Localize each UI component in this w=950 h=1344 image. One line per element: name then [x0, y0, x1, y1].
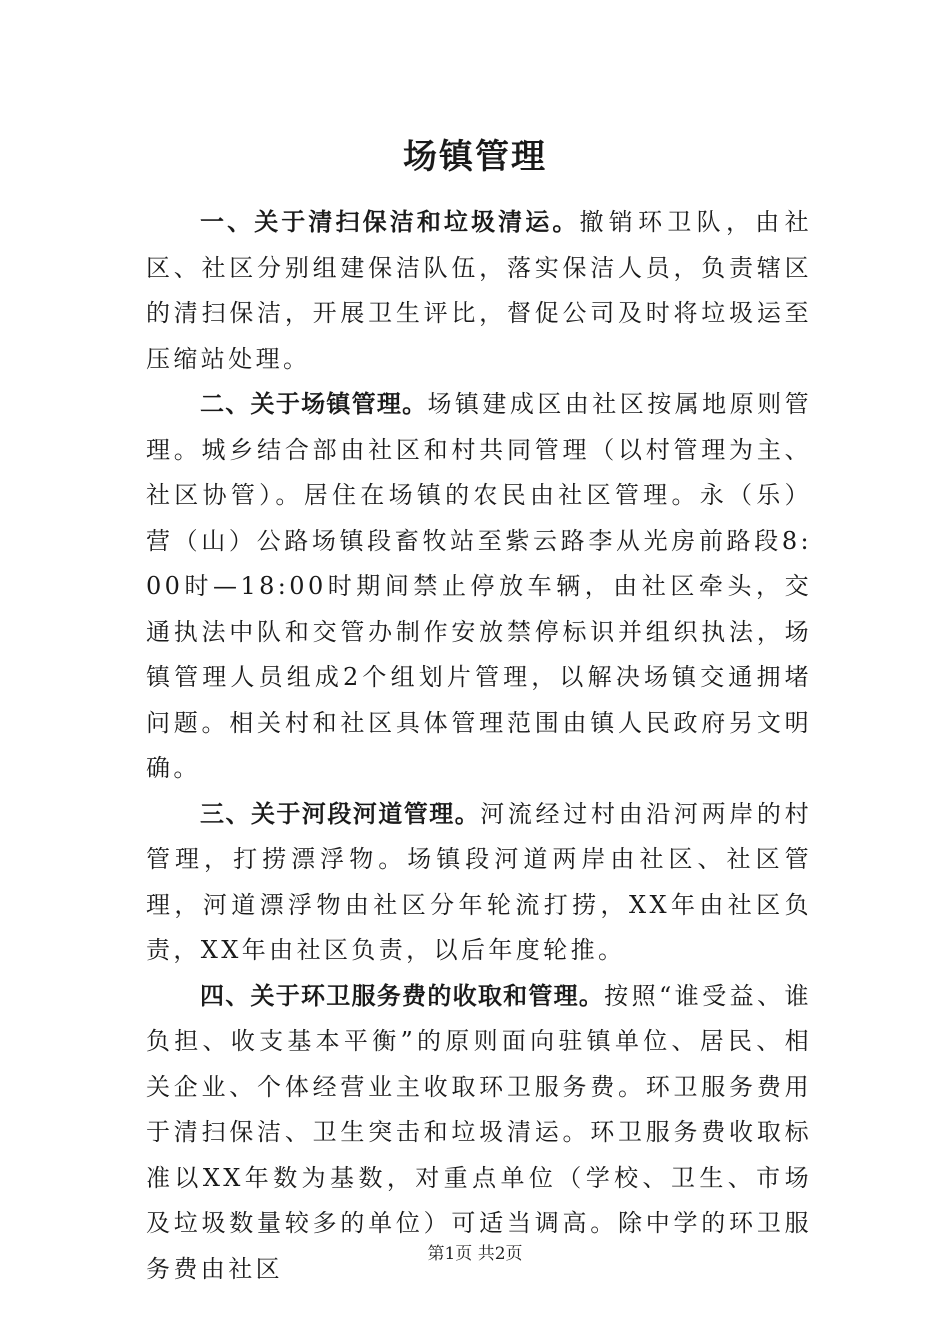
section-3-text: 河流经过村由沿河两岸的村管理，打捞漂浮物。场镇段河道两岸由社区、社区管理，河道漂浮物由社区分年轮流打捞，XX年由社区负责，XX年由社区负责，以后年度轮推。	[146, 799, 812, 964]
section-1-paragraph	[146, 200, 812, 382]
section-4-text: 按照“谁受益、谁负担、收支基本平衡”的原则面向驻镇单位、居民、相关企业、个体经营业主收取环卫服务费。环卫服务费用于清扫保洁、卫生突击和垃圾清运。环卫服务费收取标准以XX年数为基数，对重点单位（学校、卫生、市场及垃圾数量较多的单位）可适当调高。除中学的环卫服务费由社区	[146, 981, 812, 1283]
section-3-paragraph	[146, 792, 812, 974]
document-title: 场镇管理	[403, 137, 547, 177]
section-1-heading: 一、关于清扫保洁和垃圾清运。	[200, 208, 580, 236]
section-2-text: 场镇建成区由社区按属地原则管理。城乡结合部由社区和村共同管理（以村管理为主、社区协管）。居住在场镇的农民由社区管理。永（乐）营（山）公路场镇段畜牧站至紫云路李从光房前路段8:00时—18:00时期间禁止停放车辆，由社区牵头，交通执法中队和交管办制作安放禁停标识并组织执法，场镇管理人员组成2个组划片管理，以解决场镇交通拥堵问题。相关村和社区具体管理范围由镇人民政府另文明确。	[146, 390, 812, 782]
page-number-footer: 第1页 共2页	[427, 1244, 523, 1264]
document-body	[146, 200, 812, 1292]
section-1-text: 撤销环卫队，由社区、社区分别组建保洁队伍，落实保洁人员，负责辖区的清扫保洁，开展卫生评比，督促公司及时将垃圾运至压缩站处理。	[146, 208, 812, 373]
section-4-heading: 四、关于环卫服务费的收取和管理。	[200, 981, 605, 1010]
section-2-heading: 二、关于场镇管理。	[200, 390, 428, 418]
section-2-paragraph	[146, 382, 812, 792]
section-3-heading: 三、关于河段河道管理。	[200, 799, 481, 828]
